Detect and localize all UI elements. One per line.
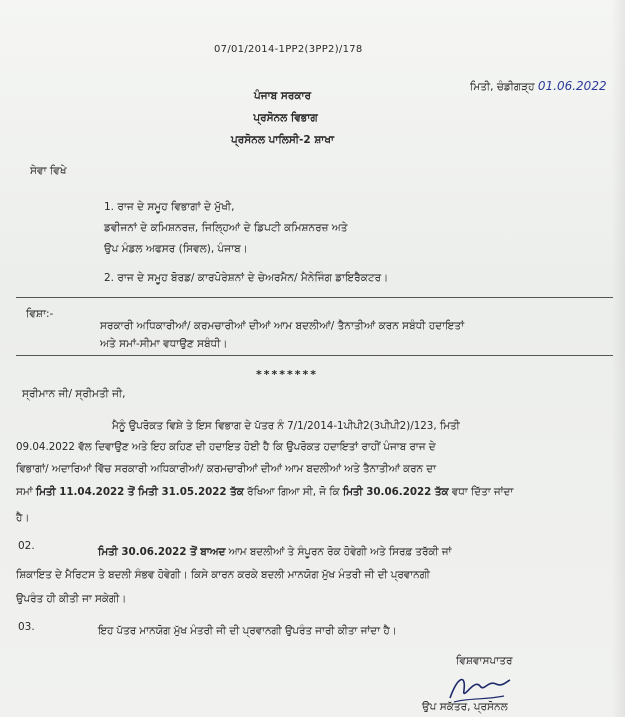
section-3-number: 03. (18, 621, 35, 633)
addressee-line-4: 2. ਰਾਜ ਦੇ ਸਮੂਹ ਬੋਰਡ/ ਕਾਰਪੋਰੇਸ਼ਨਾਂ ਦੇ ਚੇਅਰਮੈਨ/ ਮੈਨੇਜਿੰਗ ਡਾਇਰੈਕਟਰ। (104, 272, 389, 284)
section-2-line-2: ਸ਼ਿਕਾਇਤ ਦੇ ਮੈਰਿਟਸ ਤੇ ਬਦਲੀ ਸੰਭਵ ਹੋਵੇਗੀ। ਕਿਸੇ ਕਾਰਨ ਕਰਕੇ ਬਦਲੀ ਮਾਨਯੋਗ ਮੁੱਖ ਮੰਤਰੀ ਜੀ ਦੀ ਪ੍ਰਵਾਨਗੀ (16, 569, 430, 581)
section-2-line-3: ਉਪਰੰਤ ਹੀ ਕੀਤੀ ਜਾ ਸਕੇਗੀ। (16, 593, 127, 605)
body-line-2: 09.04.2022 ਵੱਲ ਦਿਵਾਉਣ ਅਤੇ ਇਹ ਕਹਿਣ ਦੀ ਹਦਾਇਤ ਹੋਈ ਹੈ ਕਿ ਉਪਰੋਕਤ ਹਦਾਇਤਾਂ ਰਾਹੀਂ ਪੰਜਾਬ ਰਾਜ ਦੇ (16, 441, 436, 453)
section-2-number: 02. (18, 540, 35, 552)
date-value: 01.06.2022 (537, 79, 607, 93)
subject-bottom-rule (16, 355, 613, 356)
body-line-4 (16, 486, 513, 499)
subject-top-rule (16, 297, 613, 298)
addressee-line-1: 1. ਰਾਜ ਦੇ ਸਮੂਹ ਵਿਭਾਗਾਂ ਦੇ ਮੁੱਖੀ, (104, 201, 235, 213)
page-edge-shadow (611, 0, 625, 717)
body-line-4-e: ਵਧਾ ਦਿੱਤਾ ਜਾਂਦਾ (448, 486, 514, 498)
header-branch: ਪ੍ਰਸੋਨਲ ਪਾਲਿਸੀ-2 ਸ਼ਾਖਾ (231, 134, 334, 146)
section-2-line-1 (98, 546, 451, 559)
date-label: ਮਿਤੀ, ਚੰਡੀਗੜ੍ਹ (470, 81, 535, 93)
reference-number: 07/01/2014-1PP2(3PP2)/178 (214, 44, 363, 55)
body-line-4-extended-date: ਮਿਤੀ 30.06.2022 ਤੱਕ (342, 486, 449, 498)
addressee-line-3: ਉਪ ਮੰਡਲ ਅਫਸਰ (ਸਿਵਲ), ਪੰਜਾਬ। (104, 243, 248, 255)
subject-line-2: ਅਤੇ ਸਮਾਂ-ਸੀਮਾ ਵਧਾਉਣ ਸਬੰਧੀ। (100, 338, 228, 350)
body-line-4-c: ਰੱਖਿਆ ਗਿਆ ਸੀ, ਜੋ ਕਿ (243, 486, 343, 498)
subject-line-1: ਸਰਕਾਰੀ ਅਧਿਕਾਰੀਆਂ/ ਕਰਮਚਾਰੀਆਂ ਦੀਆਂ ਆਮ ਬਦਲੀਆਂ/ ਤੈਨਾਤੀਆਂ ਕਰਨ ਸਬੰਧੀ ਹਦਾਇਤਾਂ (100, 320, 465, 332)
body-line-4-dates: ਮਿਤੀ 11.04.2022 ਤੋਂ ਮਿਤੀ 31.05.2022 ਤੱਕ (35, 486, 244, 498)
header-government: ਪੰਜਾਬ ਸਰਕਾਰ (253, 90, 312, 102)
signatory-title: ਉਪ ਸਕੱਤਰ, ਪ੍ਰਸੋਨਲ (422, 701, 508, 713)
addressee-line-2: ਡਵੀਜਨਾਂ ਦੇ ਕਮਿਸ਼ਨਰਜ਼, ਜਿਲ੍ਹਿਆਂ ਦੇ ਡਿਪਟੀ ਕਮਿਸ਼ਨਰਜ਼ ਅਤੇ (104, 222, 348, 234)
section-3-line-1: ਇਹ ਪੱਤਰ ਮਾਨਯੋਗ ਮੁੱਖ ਮੰਤਰੀ ਜੀ ਦੀ ਪ੍ਰਵਾਨਗੀ ਉਪਰੰਤ ਜਾਰੀ ਕੀਤਾ ਜਾਂਦਾ ਹੈ। (98, 625, 397, 637)
subject-label: ਵਿਸ਼ਾ:- (26, 308, 54, 320)
section-2-line-1-rest: ਆਮ ਬਦਲੀਆਂ ਤੇ ਸੰਪੂਰਨ ਰੋਕ ਹੋਵੇਗੀ ਅਤੇ ਸਿਰਫ਼ ਤਰੱਕੀ ਜਾਂ (225, 546, 452, 558)
body-line-3: ਵਿਭਾਗਾਂ/ ਅਦਾਰਿਆਂ ਵਿੱਚ ਸਰਕਾਰੀ ਅਧਿਕਾਰੀਆਂ/ ਕਰਮਚਾਰੀਆਂ ਦੀਆਂ ਆਮ ਬਦਲੀਆਂ ਅਤੇ ਤੈਨਾਤੀਆਂ ਕਰਨ ਦਾ (16, 463, 436, 475)
header-department: ਪ੍ਰਸੋਨਲ ਵਿਭਾਗ (253, 112, 318, 124)
body-line-5: ਹੈ। (16, 512, 30, 524)
addressee-label: ਸੇਵਾ ਵਿਖੇ (30, 165, 67, 177)
section-2-date: ਮਿਤੀ 30.06.2022 ਤੋਂ ਬਾਅਦ (98, 546, 226, 558)
body-line-4-a: ਸਮਾਂ (16, 486, 36, 498)
separator-stars: ******** (256, 368, 319, 381)
body-line-1: ਮੈਨੂੰ ਉਪਰੋਕਤ ਵਿਸ਼ੇ ਤੇ ਇਸ ਵਿਭਾਗ ਦੇ ਪੱਤਰ ਨੰ 7/1/2014-1ਪੀਪੀ2(3ਪੀਪੀ2)/123, ਮਿਤੀ (112, 420, 460, 432)
closing-phrase: ਵਿਸ਼ਵਾਸਪਾਤਰ (456, 655, 513, 667)
salutation: ਸ੍ਰੀਮਾਨ ਜੀ/ ਸ੍ਰੀਮਤੀ ਜੀ, (22, 388, 126, 400)
